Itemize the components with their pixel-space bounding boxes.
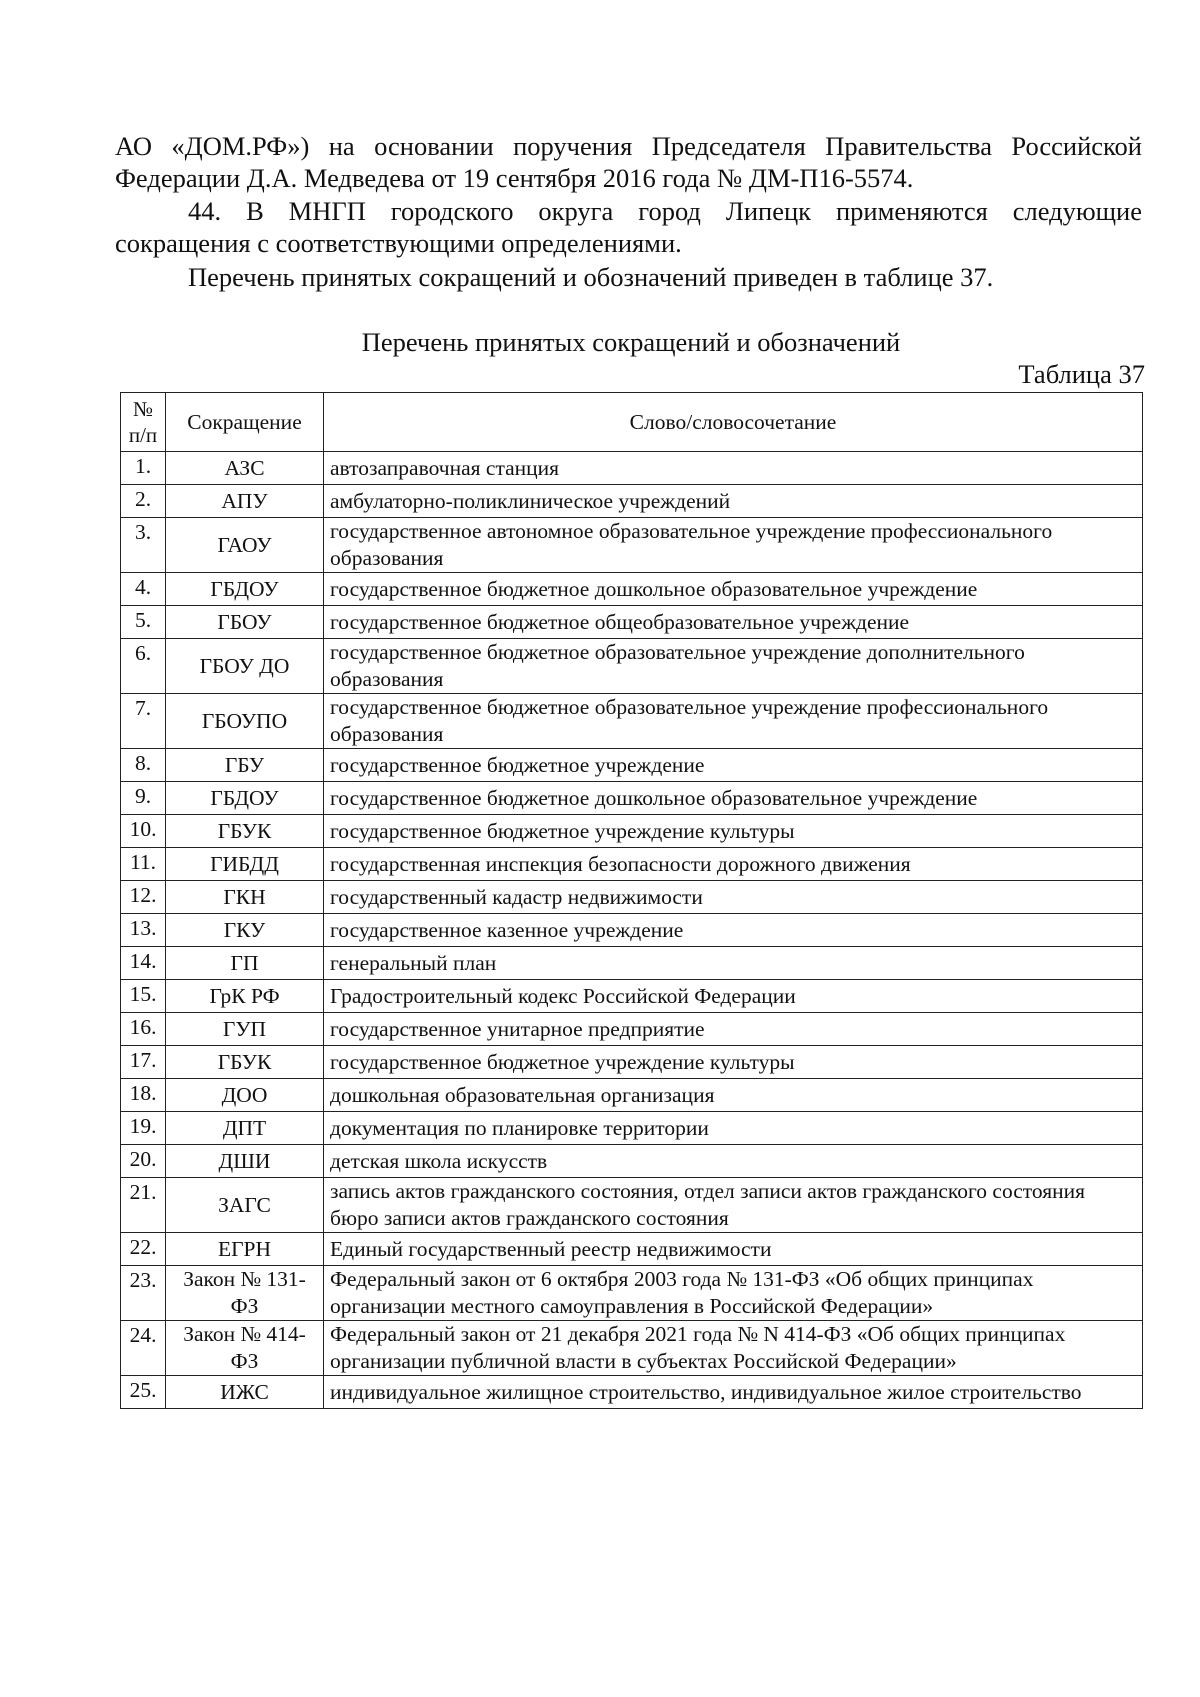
table-row [121,848,1143,881]
paragraph-line: 44. В МНГП городского округа город Липецк применяются следующие [188,196,1142,226]
table-number: Таблица 37 [1018,359,1145,389]
row-abbreviation: АЗС [166,452,324,485]
row-description: государственное казенное учреждение [324,914,1143,947]
row-number: 8. [121,749,166,782]
table-row [121,573,1143,606]
row-abbreviation: Закон № 131-ФЗ [166,1266,324,1321]
row-abbreviation: ГИБДД [166,848,324,881]
row-description: Градостроительный кодекс Российской Федерации [324,980,1143,1013]
row-abbreviation: ГАОУ [166,518,324,573]
row-abbreviation: ЗАГС [166,1178,324,1233]
row-description: государственное унитарное предприятие [324,1013,1143,1046]
row-number: 2. [121,485,166,518]
row-number: 7. [121,694,166,749]
row-description: государственное бюджетное образовательное учреждение профессионального образования [324,694,1143,749]
row-abbreviation: ГБОУ [166,606,324,639]
header-number [121,393,166,452]
row-number: 20. [121,1145,166,1178]
row-description: амбулаторно-поликлиническое учреждений [324,485,1143,518]
table-row [121,749,1143,782]
header-number-symbol: № [132,397,154,421]
row-number: 4. [121,573,166,606]
row-number: 14. [121,947,166,980]
row-description: государственное бюджетное общеобразовательное учреждение [324,606,1143,639]
row-description: документация по планировке территории [324,1112,1143,1145]
table-row [121,947,1143,980]
row-description: государственное автономное образовательное учреждение профессионального образования [324,518,1143,573]
row-abbreviation: ГБУ [166,749,324,782]
table-row [121,1321,1143,1376]
table-row [121,1046,1143,1079]
row-number: 23. [121,1266,166,1321]
row-number: 3. [121,518,166,573]
paragraph-line: сокращения с соответствующими определениями. [115,228,682,258]
row-abbreviation: ГБДОУ [166,782,324,815]
row-description: автозаправочная станция [324,452,1143,485]
abbreviations-table [120,392,1143,1409]
row-description: государственное бюджетное учреждение [324,749,1143,782]
row-description: государственная инспекция безопасности дорожного движения [324,848,1143,881]
row-number: 12. [121,881,166,914]
row-description: государственное бюджетное учреждение культуры [324,1046,1143,1079]
table-row [121,1079,1143,1112]
row-number: 15. [121,980,166,1013]
row-number: 24. [121,1321,166,1376]
row-number: 17. [121,1046,166,1079]
row-abbreviation: ГрК РФ [166,980,324,1013]
table-row [121,980,1143,1013]
row-number: 19. [121,1112,166,1145]
row-abbreviation: ДОО [166,1079,324,1112]
table-row [121,815,1143,848]
row-number: 5. [121,606,166,639]
table-row [121,782,1143,815]
row-number: 18. [121,1079,166,1112]
row-abbreviation: ГБУК [166,1046,324,1079]
row-abbreviation: ГП [166,947,324,980]
row-abbreviation: АПУ [166,485,324,518]
row-description: генеральный план [324,947,1143,980]
table-title: Перечень принятых сокращений и обозначений [361,327,901,357]
row-description: индивидуальное жилищное строительство, индивидуальное жилое строительство [324,1376,1143,1409]
table-row [121,694,1143,749]
table-body [121,452,1143,1409]
row-abbreviation: ЕГРН [166,1233,324,1266]
header-number-label: п/п [128,423,158,447]
row-number: 9. [121,782,166,815]
row-number: 22. [121,1233,166,1266]
paragraph-line: АО «ДОМ.РФ») на основании поручения Председателя Правительства Российской [115,131,1142,161]
row-abbreviation: ГБУК [166,815,324,848]
row-abbreviation: ГКН [166,881,324,914]
table-row [121,1013,1143,1046]
table-row [121,639,1143,694]
table-row [121,452,1143,485]
row-number: 25. [121,1376,166,1409]
table-row [121,1266,1143,1321]
row-description: государственное бюджетное образовательное учреждение дополнительного образования [324,639,1143,694]
table-row [121,1112,1143,1145]
row-description: государственное бюджетное дошкольное образовательное учреждение [324,782,1143,815]
paragraph-line: Федерации Д.А. Медведева от 19 сентября 2016 года № ДМ-П16-5574. [115,163,914,193]
row-description: Федеральный закон от 6 октября 2003 года № 131-ФЗ «Об общих принципах организации местного самоуправления в Российской Федерации» [324,1266,1143,1321]
row-abbreviation: ГБДОУ [166,573,324,606]
table-row [121,485,1143,518]
header-abbreviation: Сокращение [166,393,324,452]
table-row [121,1145,1143,1178]
table-header-row [121,393,1143,452]
table-row [121,1376,1143,1409]
row-description: детская школа искусств [324,1145,1143,1178]
row-number: 21. [121,1178,166,1233]
row-abbreviation: ГКУ [166,914,324,947]
row-abbreviation: ГБОУ ДО [166,639,324,694]
row-description: запись актов гражданского состояния, отдел записи актов гражданского состояния бюро записи актов гражданского состояния [324,1178,1143,1233]
table-row [121,881,1143,914]
row-abbreviation: ДПТ [166,1112,324,1145]
row-number: 1. [121,452,166,485]
row-description: государственное бюджетное дошкольное образовательное учреждение [324,573,1143,606]
row-description: Федеральный закон от 21 декабря 2021 года № N 414-ФЗ «Об общих принципах организации публичной власти в субъектах Российской Федерации» [324,1321,1143,1376]
row-abbreviation: ГБОУПО [166,694,324,749]
row-number: 10. [121,815,166,848]
row-number: 6. [121,639,166,694]
table-row [121,1233,1143,1266]
row-number: 16. [121,1013,166,1046]
row-description: Единый государственный реестр недвижимости [324,1233,1143,1266]
row-number: 13. [121,914,166,947]
row-abbreviation: ГУП [166,1013,324,1046]
row-description: государственный кадастр недвижимости [324,881,1143,914]
table-row [121,606,1143,639]
row-abbreviation: Закон № 414-ФЗ [166,1321,324,1376]
row-abbreviation: ДШИ [166,1145,324,1178]
header-description: Слово/словосочетание [324,393,1143,452]
row-abbreviation: ИЖС [166,1376,324,1409]
table-row [121,518,1143,573]
table-row [121,1178,1143,1233]
row-description: государственное бюджетное учреждение культуры [324,815,1143,848]
table-row [121,914,1143,947]
row-number: 11. [121,848,166,881]
row-description: дошкольная образовательная организация [324,1079,1143,1112]
paragraph-line: Перечень принятых сокращений и обозначений приведен в таблице 37. [188,262,994,292]
